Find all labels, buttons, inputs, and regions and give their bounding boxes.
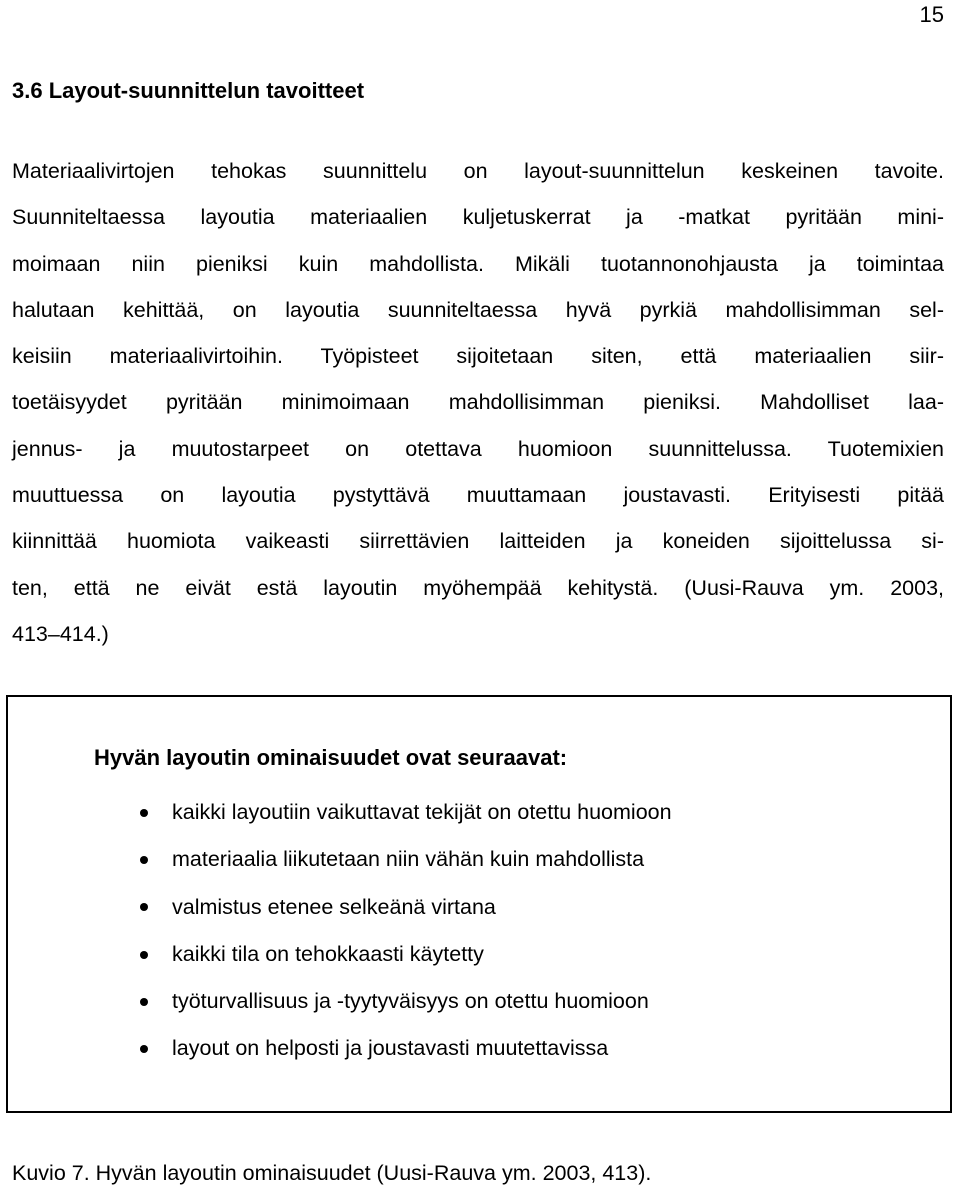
figure-caption: Kuvio 7. Hyvän layoutin ominaisuudet (Uusi-Rauva ym. 2003, 413).: [12, 1161, 652, 1185]
figure-heading: Hyvän layoutin ominaisuudet ovat seuraavat:: [94, 745, 568, 770]
bullet-icon: [140, 903, 148, 911]
list-item: [128, 789, 672, 836]
bullet-icon: [140, 1045, 148, 1053]
list-item-text: työturvallisuus ja -tyytyväisyys on otettu huomioon: [172, 989, 649, 1014]
list-item: [128, 978, 672, 1025]
bullet-list: [128, 789, 672, 1073]
section-heading: 3.6 Layout-suunnittelun tavoitteet: [12, 78, 365, 103]
bullet-icon: [140, 951, 148, 959]
body-paragraph: [12, 148, 944, 657]
paragraph-line: halutaan kehittää, on layoutia suunniteltaessa hyvä pyrkiä mahdollisimman sel-: [12, 297, 944, 322]
paragraph-line: toetäisyydet pyritään minimoimaan mahdollisimman pieniksi. Mahdolliset laa-: [12, 390, 944, 415]
paragraph-line: muuttuessa on layoutia pystyttävä muuttamaan joustavasti. Erityisesti pitää: [12, 483, 944, 508]
paragraph-line: 413–414.): [12, 621, 109, 646]
list-item: [128, 931, 672, 978]
paragraph-line: keisiin materiaalivirtoihin. Työpisteet sijoitetaan siten, että materiaalien siir-: [12, 344, 944, 369]
list-item-text: layout on helposti ja joustavasti muutettavissa: [172, 1036, 609, 1061]
page-number: 15: [919, 2, 944, 27]
list-item-text: kaikki tila on tehokkaasti käytetty: [172, 941, 484, 966]
paragraph-line: jennus- ja muutostarpeet on otettava huomioon suunnittelussa. Tuotemixien: [12, 436, 944, 461]
list-item: [128, 884, 672, 931]
list-item: [128, 836, 672, 883]
list-item-text: valmistus etenee selkeänä virtana: [172, 894, 496, 919]
paragraph-line: Suunniteltaessa layoutia materiaalien kuljetuskerrat ja -matkat pyritään mini-: [12, 205, 944, 230]
list-item-text: kaikki layoutiin vaikuttavat tekijät on otettu huomioon: [172, 800, 672, 824]
bullet-icon: [140, 856, 148, 864]
paragraph-line: moimaan niin pieniksi kuin mahdollista. Mikäli tuotannonohjausta ja toimintaa: [12, 251, 944, 276]
figure-box: [6, 695, 952, 1113]
bullet-icon: [140, 998, 148, 1006]
list-item-text: materiaalia liikutetaan niin vähän kuin mahdollista: [172, 847, 645, 872]
paragraph-line: kiinnittää huomiota vaikeasti siirrettävien laitteiden ja koneiden sijoittelussa si-: [12, 529, 944, 554]
list-item: [128, 1025, 672, 1072]
bullet-icon: [140, 809, 148, 817]
paragraph-line: Materiaalivirtojen tehokas suunnittelu on layout-suunnittelun keskeinen tavoite.: [12, 159, 944, 183]
paragraph-line: ten, että ne eivät estä layoutin myöhempää kehitystä. (Uusi-Rauva ym. 2003,: [12, 575, 944, 600]
